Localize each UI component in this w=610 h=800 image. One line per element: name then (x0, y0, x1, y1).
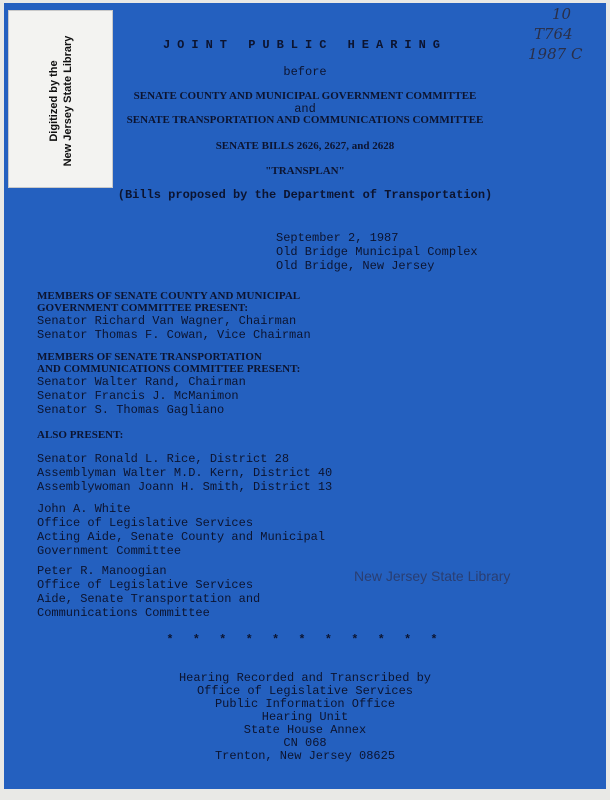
footer-line-2: Office of Legislative Services (196, 684, 414, 698)
committee-1: SENATE COUNTY AND MUNICIPAL GOVERNMENT COMMITTEE (133, 90, 477, 102)
members-county-heading-1: MEMBERS OF SENATE COUNTY AND MUNICIPAL (37, 290, 301, 302)
members-transport-heading-2: AND COMMUNICATIONS COMMITTEE PRESENT: (37, 363, 301, 375)
member-transport-1: Senator Walter Rand, Chairman (37, 375, 246, 389)
footer-line-7: Trenton, New Jersey 08625 (214, 749, 396, 763)
also-present-1: Senator Ronald L. Rice, District 28 (37, 452, 290, 466)
hearing-date: September 2, 1987 (276, 231, 399, 245)
document-title: JOINT PUBLIC HEARING (162, 38, 448, 52)
before-text: before (283, 65, 327, 79)
staff-white-role-1: Acting Aide, Senate County and Municipal (37, 530, 326, 544)
bills-line: SENATE BILLS 2626, 2627, and 2628 (215, 140, 395, 152)
hearing-venue: Old Bridge Municipal Complex (276, 245, 478, 259)
hearing-info (276, 231, 478, 273)
star-divider: * * * * * * * * * * * (166, 633, 444, 647)
staff-white-role-2: Government Committee (37, 544, 182, 558)
and-text: and (294, 102, 316, 116)
footer-line-6: CN 068 (283, 736, 327, 750)
proposed-line: (Bills proposed by the Department of Transportation) (117, 188, 493, 202)
staff-manoogian-name: Peter R. Manoogian (37, 564, 167, 578)
member-transport-2: Senator Francis J. McManimon (37, 389, 239, 403)
library-label-line2: New Jersey State Library (62, 35, 74, 167)
staff-manoogian (37, 564, 260, 620)
handwritten-note-2: T764 (534, 25, 573, 43)
member-county-2: Senator Thomas F. Cowan, Vice Chairman (37, 328, 311, 342)
document-cover (4, 3, 606, 789)
members-county-section (37, 290, 311, 342)
footer-line-3: Public Information Office (214, 697, 396, 711)
footer-line-4: Hearing Unit (261, 710, 349, 724)
footer-line-5: State House Annex (243, 723, 367, 737)
member-county-1: Senator Richard Van Wagner, Chairman (37, 314, 297, 328)
staff-white-office: Office of Legislative Services (37, 516, 254, 530)
committee-2: SENATE TRANSPORTATION AND COMMUNICATIONS COMMITTEE (126, 114, 484, 126)
staff-manoogian-role-2: Communications Committee (37, 606, 210, 620)
also-present-3: Assemblywoman Joann H. Smith, District 13 (37, 480, 333, 494)
members-county-heading-2: GOVERNMENT COMMITTEE PRESENT: (37, 302, 249, 314)
staff-manoogian-office: Office of Legislative Services (37, 578, 254, 592)
staff-white (37, 502, 325, 558)
hearing-city: Old Bridge, New Jersey (276, 259, 435, 273)
member-transport-3: Senator S. Thomas Gagliano (37, 403, 225, 417)
also-present-2: Assemblyman Walter M.D. Kern, District 40 (37, 466, 333, 480)
also-present-heading: ALSO PRESENT: (37, 429, 124, 441)
library-stamp: New Jersey State Library (354, 568, 511, 584)
handwritten-note-3: 1987 C (528, 45, 583, 63)
footer-block (4, 672, 606, 763)
members-transport-section (37, 351, 300, 417)
staff-white-name: John A. White (37, 502, 131, 516)
transplan-line: "TRANSPLAN" (265, 165, 345, 177)
also-present-list (37, 452, 332, 494)
handwritten-note-1: 10 (552, 5, 572, 23)
library-label-line1: Digitized by the (48, 60, 60, 142)
footer-line-1: Hearing Recorded and Transcribed by (178, 671, 432, 685)
staff-manoogian-role-1: Aide, Senate Transportation and (37, 592, 261, 606)
members-transport-heading-1: MEMBERS OF SENATE TRANSPORTATION (37, 351, 262, 363)
